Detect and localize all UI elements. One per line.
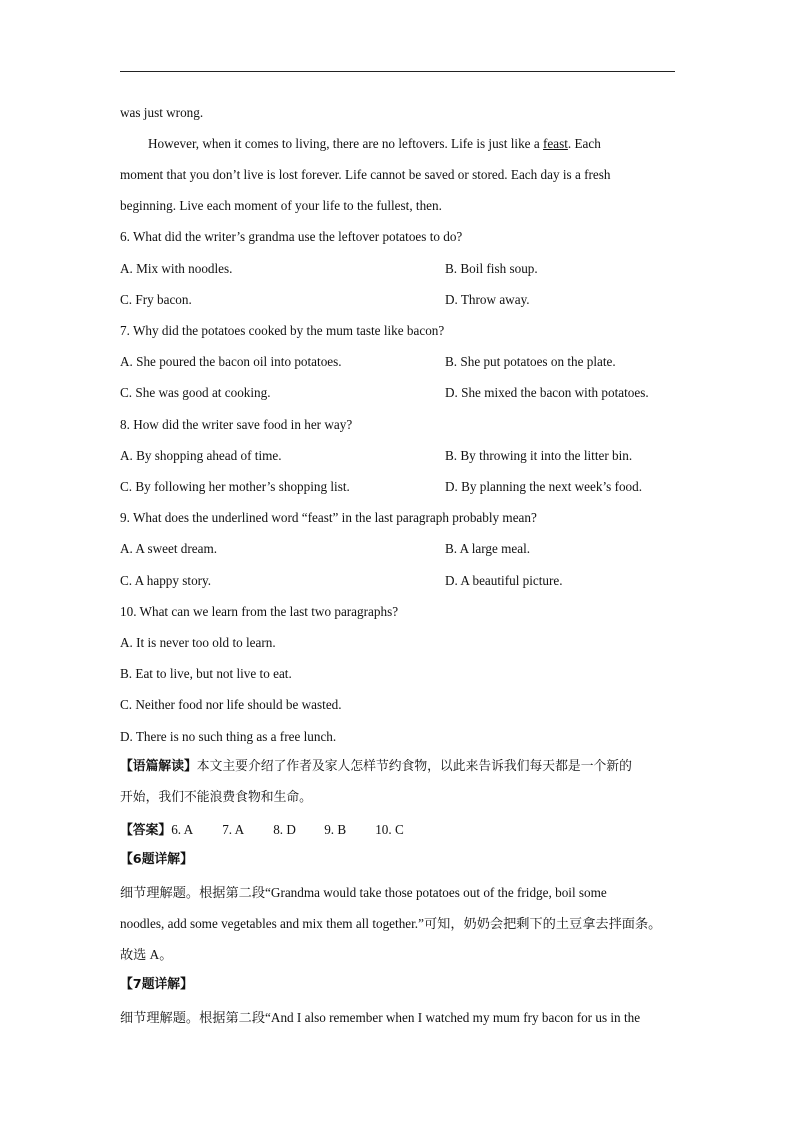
option-d: D. She mixed the bacon with potatoes.: [445, 385, 649, 400]
option-d: D. Throw away.: [445, 292, 530, 307]
detail-heading: 【7题详解】: [120, 977, 193, 992]
question-stem: 9. What does the underlined word “feast” in the last paragraph probably mean?: [120, 510, 537, 525]
detail-text: 细节理解题。根据第二段“Grandma would take those potatoes out of the fridge, boil some: [120, 885, 607, 900]
detail-heading: 【6题详解】: [120, 852, 193, 867]
option-b: B. By throwing it into the litter bin.: [445, 448, 633, 463]
option-a: A. A sweet dream.: [120, 541, 218, 556]
question-stem: 8. How did the writer save food in her way?: [120, 417, 353, 432]
option-a: A. It is never too old to learn.: [120, 635, 276, 650]
option-a: A. She poured the bacon oil into potatoes.: [120, 354, 342, 369]
option-d: D. A beautiful picture.: [445, 573, 563, 588]
option-d: D. By planning the next week’s food.: [445, 479, 643, 494]
option-c: C. Neither food nor life should be wasted.: [120, 697, 342, 712]
option-b: B. A large meal.: [445, 541, 531, 556]
option-a: A. Mix with noodles.: [120, 261, 233, 276]
analysis-label: 【语篇解读】: [120, 759, 197, 774]
detail-text: noodles, add some vegetables and mix them all together.”可知，奶奶会把剩下的土豆拿去拌面条。: [120, 916, 662, 931]
option-b: B. Boil fish soup.: [445, 261, 538, 276]
analysis-text-cont: 开始，我们不能浪费食物和生命。: [120, 790, 312, 805]
passage-line: [148, 137, 601, 150]
detail-text: 细节理解题。根据第二段“And I also remember when I watched my mum fry bacon for us in the: [120, 1010, 641, 1025]
analysis-text: 本文主要介绍了作者及家人怎样节约食物，以此来告诉我们每天都是一个新的: [196, 759, 632, 774]
passage-line: beginning. Live each moment of your life to the fullest, then.: [120, 198, 442, 213]
option-c: C. By following her mother’s shopping list.: [120, 479, 350, 494]
question-stem: 7. Why did the potatoes cooked by the mum taste like bacon?: [120, 323, 445, 338]
detail-text: 故选 A。: [120, 947, 173, 962]
answer-item: 7. A: [222, 822, 245, 837]
option-b: B. Eat to live, but not live to eat.: [120, 666, 292, 681]
passage-analysis: [120, 761, 632, 774]
option-c: C. A happy story.: [120, 573, 212, 588]
option-a: A. By shopping ahead of time.: [120, 448, 282, 463]
option-d: D. There is no such thing as a free lunch.: [120, 729, 337, 744]
option-c: C. She was good at cooking.: [120, 385, 271, 400]
passage-text: However, when it comes to living, there are no leftovers. Life is just like a: [148, 136, 543, 151]
answer-item: 6. A: [171, 822, 194, 837]
passage-text: . Each: [567, 136, 601, 151]
answer-item: 9. B: [324, 822, 347, 837]
answer-item: 10. C: [375, 822, 404, 837]
answer-item: 8. D: [273, 822, 296, 837]
underlined-word: feast: [542, 136, 568, 151]
answer-label: 【答案】: [120, 823, 172, 838]
passage-line: was just wrong.: [120, 105, 204, 120]
passage-line: moment that you don’t live is lost forever. Life cannot be saved or stored. Each day is a fresh: [120, 167, 611, 182]
answer-key: [120, 823, 404, 838]
option-c: C. Fry bacon.: [120, 292, 192, 307]
option-b: B. She put potatoes on the plate.: [445, 354, 616, 369]
header-rule: [120, 71, 675, 72]
question-stem: 6. What did the writer’s grandma use the leftover potatoes to do?: [120, 229, 463, 244]
question-stem: 10. What can we learn from the last two paragraphs?: [120, 604, 399, 619]
